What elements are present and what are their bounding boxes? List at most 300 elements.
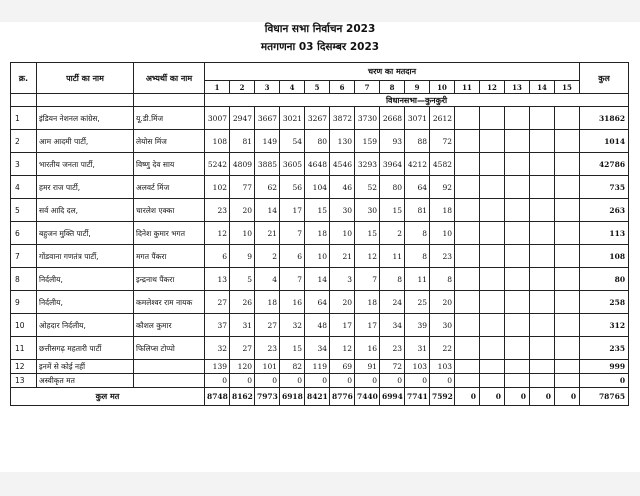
vote-cell: 27 [255,314,280,337]
vote-cell: 3071 [405,107,430,130]
party-cell: इनमें से कोई नहीं [37,360,134,374]
phase-number: 7 [355,81,380,94]
phase-total-cell: 8748 [205,388,230,406]
serial-cell: 5 [11,199,37,222]
vote-cell [530,153,555,176]
vote-cell: 22 [430,337,455,360]
vote-cell: 21 [255,222,280,245]
vote-cell: 13 [205,268,230,291]
vote-cell: 0 [280,374,305,388]
party-cell: गोंडवाना गणतंत्र पार्टी, [37,245,134,268]
section-blank [11,94,37,107]
serial-cell: 12 [11,360,37,374]
vote-cell: 56 [280,176,305,199]
party-cell: सर्व आदि दल, [37,199,134,222]
document-subtitle: मतगणना 03 दिसम्बर 2023 [260,41,380,53]
vote-cell: 30 [330,199,355,222]
vote-cell: 7 [355,268,380,291]
candidate-cell: विष्णु देव साय [134,153,205,176]
vote-cell [530,268,555,291]
vote-cell: 17 [355,314,380,337]
vote-cell: 82 [280,360,305,374]
vote-cell: 20 [330,291,355,314]
vote-cell: 6 [280,245,305,268]
phase-number: 14 [530,81,555,94]
vote-cell [555,360,580,374]
vote-cell: 5242 [205,153,230,176]
vote-cell: 0 [230,374,255,388]
phase-total-cell: 0 [555,388,580,406]
phase-number: 13 [505,81,530,94]
vote-cell [555,222,580,245]
vote-cell: 3267 [305,107,330,130]
vote-cell [555,130,580,153]
vote-cell: 17 [280,199,305,222]
vote-cell [455,374,480,388]
vote-cell: 18 [355,291,380,314]
vote-cell [480,199,505,222]
vote-cell [505,199,530,222]
vote-cell: 4 [255,268,280,291]
vote-cell [455,314,480,337]
vote-cell [455,130,480,153]
phase-number: 6 [330,81,355,94]
vote-cell [505,291,530,314]
candidate-cell: कौशल कुमार [134,314,205,337]
vote-cell: 23 [430,245,455,268]
vote-cell: 0 [205,374,230,388]
vote-cell: 2612 [430,107,455,130]
phase-total-cell: 7592 [430,388,455,406]
vote-cell [480,153,505,176]
vote-cell: 120 [230,360,255,374]
vote-cell [555,153,580,176]
vote-cell: 48 [305,314,330,337]
vote-cell [455,337,480,360]
vote-cell [555,176,580,199]
vote-cell: 4809 [230,153,255,176]
vote-cell: 0 [430,374,455,388]
vote-cell [480,360,505,374]
section-blank [37,94,134,107]
vote-cell: 4212 [405,153,430,176]
vote-cell [505,268,530,291]
vote-cell [505,222,530,245]
phase-number: 5 [305,81,330,94]
party-cell: इंडियन नेशनल कांग्रेस, [37,107,134,130]
vote-cell: 12 [205,222,230,245]
vote-cell: 31 [405,337,430,360]
party-cell: आम आदमी पार्टी, [37,130,134,153]
vote-cell: 15 [380,199,405,222]
phase-total-cell: 0 [530,388,555,406]
results-table [10,62,629,406]
vote-cell [480,130,505,153]
serial-cell: 3 [11,153,37,176]
phase-total-cell: 7741 [405,388,430,406]
vote-cell [480,314,505,337]
vote-cell [505,107,530,130]
phase-total-cell: 8421 [305,388,330,406]
serial-cell: 8 [11,268,37,291]
vote-cell: 8 [430,268,455,291]
section-row [11,94,629,107]
vote-cell: 62 [255,176,280,199]
vote-cell [530,199,555,222]
vote-cell: 17 [330,314,355,337]
vote-cell: 39 [405,314,430,337]
vote-cell: 26 [230,291,255,314]
vote-cell: 3605 [280,153,305,176]
total-cell: 42786 [580,153,629,176]
vote-cell: 18 [305,222,330,245]
phase-number: 9 [405,81,430,94]
header-total: कुल [580,63,629,94]
total-cell: 108 [580,245,629,268]
vote-cell [505,374,530,388]
vote-cell [505,153,530,176]
section-blank [134,94,205,107]
vote-cell [480,374,505,388]
vote-cell [455,360,480,374]
vote-cell: 2668 [380,107,405,130]
vote-cell: 119 [305,360,330,374]
vote-cell [505,360,530,374]
vote-cell: 4582 [430,153,455,176]
phase-number: 12 [480,81,505,94]
party-cell: निर्दलीय, [37,268,134,291]
vote-cell: 2 [380,222,405,245]
vote-cell [555,268,580,291]
vote-cell [555,199,580,222]
vote-cell: 15 [280,337,305,360]
vote-cell [555,245,580,268]
table-row [11,314,629,337]
vote-cell: 24 [380,291,405,314]
vote-cell: 18 [430,199,455,222]
vote-cell: 2 [255,245,280,268]
vote-cell: 77 [230,176,255,199]
phase-total-cell: 8776 [330,388,355,406]
table-row [11,130,629,153]
vote-cell: 20 [230,199,255,222]
vote-cell: 3964 [380,153,405,176]
serial-cell: 10 [11,314,37,337]
vote-cell: 14 [305,268,330,291]
vote-cell: 88 [405,130,430,153]
vote-cell: 92 [430,176,455,199]
candidate-cell: इन्द्रनाथ पैंकरा [134,268,205,291]
phase-total-cell: 7973 [255,388,280,406]
candidate-cell: यू.डी.मिंज [134,107,205,130]
table-row [11,374,629,388]
header-row [11,63,629,81]
vote-cell [555,374,580,388]
vote-cell [480,245,505,268]
phase-number: 11 [455,81,480,94]
candidate-cell [134,360,205,374]
vote-cell: 149 [255,130,280,153]
vote-cell [530,374,555,388]
table-row [11,107,629,130]
candidate-cell: चारलेश एक्का [134,199,205,222]
serial-cell: 11 [11,337,37,360]
party-cell: निर्दलीय, [37,291,134,314]
phase-number: 15 [555,81,580,94]
vote-cell: 80 [305,130,330,153]
vote-cell [505,245,530,268]
total-cell: 113 [580,222,629,245]
vote-cell: 7 [280,268,305,291]
table-row [11,153,629,176]
vote-cell: 34 [305,337,330,360]
total-cell: 235 [580,337,629,360]
vote-cell: 3872 [330,107,355,130]
vote-cell: 12 [330,337,355,360]
vote-cell: 130 [330,130,355,153]
vote-cell: 3293 [355,153,380,176]
header-candidate: अभ्यर्थी का नाम [134,63,205,94]
vote-cell: 72 [430,130,455,153]
table-row [11,360,629,374]
vote-cell: 81 [230,130,255,153]
vote-cell [455,291,480,314]
total-cell: 0 [580,374,629,388]
total-cell: 735 [580,176,629,199]
vote-cell [530,360,555,374]
phase-total-cell: 6918 [280,388,305,406]
vote-cell: 31 [230,314,255,337]
total-cell: 31862 [580,107,629,130]
party-cell: ओहदार निर्दलीय, [37,314,134,337]
vote-cell: 23 [205,199,230,222]
vote-cell [480,268,505,291]
vote-cell [480,222,505,245]
vote-cell: 8 [405,245,430,268]
vote-cell: 30 [355,199,380,222]
serial-cell: 9 [11,291,37,314]
candidate-cell: मगत पैंकरा [134,245,205,268]
table-row [11,222,629,245]
table-row [11,199,629,222]
vote-cell [455,176,480,199]
vote-cell: 0 [305,374,330,388]
phase-total-cell: 6994 [380,388,405,406]
header-serial: क्र. [11,63,37,94]
vote-cell: 0 [380,374,405,388]
vote-cell: 34 [380,314,405,337]
vote-cell: 0 [330,374,355,388]
total-votes-label: कुल मत [11,388,205,406]
total-row [11,388,629,406]
table-row [11,337,629,360]
vote-cell [480,107,505,130]
party-cell: छत्तीसगढ़ महतारी पार्टी [37,337,134,360]
serial-cell: 2 [11,130,37,153]
vote-cell: 103 [430,360,455,374]
vote-cell [455,153,480,176]
vote-cell [505,176,530,199]
party-cell: भारतीय जनता पार्टी, [37,153,134,176]
vote-cell: 10 [430,222,455,245]
total-cell: 312 [580,314,629,337]
vote-cell: 101 [255,360,280,374]
table-row [11,245,629,268]
vote-cell: 37 [205,314,230,337]
vote-cell: 4648 [305,153,330,176]
total-cell: 1014 [580,130,629,153]
vote-cell: 159 [355,130,380,153]
serial-cell: 1 [11,107,37,130]
vote-cell: 23 [255,337,280,360]
vote-cell [455,268,480,291]
vote-cell: 27 [230,337,255,360]
vote-cell: 8 [380,268,405,291]
party-cell: अस्वीकृत मत [37,374,134,388]
phase-number: 1 [205,81,230,94]
vote-cell [505,130,530,153]
vote-cell: 18 [255,291,280,314]
total-cell: 258 [580,291,629,314]
vote-cell: 16 [355,337,380,360]
vote-cell: 8 [405,222,430,245]
vote-cell: 81 [405,199,430,222]
vote-cell: 11 [405,268,430,291]
table-row [11,291,629,314]
candidate-cell: अलवर्ट मिंज [134,176,205,199]
header-party: पार्टी का नाम [37,63,134,94]
vote-cell [530,107,555,130]
vote-cell: 3730 [355,107,380,130]
serial-cell: 13 [11,374,37,388]
vote-cell: 20 [430,291,455,314]
vote-cell: 12 [355,245,380,268]
party-cell: हमर राज पार्टी, [37,176,134,199]
phase-number: 2 [230,81,255,94]
document-title: विधान सभा निर्वाचन 2023 [264,23,376,35]
vote-cell: 3667 [255,107,280,130]
vote-cell: 64 [405,176,430,199]
serial-cell: 6 [11,222,37,245]
vote-cell: 10 [330,222,355,245]
vote-cell [530,245,555,268]
vote-cell: 30 [430,314,455,337]
table-row [11,268,629,291]
serial-cell: 4 [11,176,37,199]
vote-cell: 16 [280,291,305,314]
vote-cell [480,337,505,360]
vote-cell: 6 [205,245,230,268]
vote-cell: 7 [280,222,305,245]
vote-cell: 14 [255,199,280,222]
vote-cell: 69 [330,360,355,374]
vote-cell [455,245,480,268]
vote-cell: 80 [380,176,405,199]
vote-cell: 46 [330,176,355,199]
vote-cell: 9 [230,245,255,268]
vote-cell: 0 [355,374,380,388]
vote-cell [555,337,580,360]
vote-cell: 64 [305,291,330,314]
vote-cell [530,222,555,245]
vote-cell: 11 [380,245,405,268]
vote-cell: 93 [380,130,405,153]
vote-cell: 10 [230,222,255,245]
vote-cell: 5 [230,268,255,291]
vote-cell: 52 [355,176,380,199]
vote-cell [555,107,580,130]
phase-total-cell: 0 [455,388,480,406]
vote-cell: 104 [305,176,330,199]
phase-total-cell: 8162 [230,388,255,406]
grand-total-cell: 78765 [580,388,629,406]
vote-cell: 15 [305,199,330,222]
section-title: विधानसभा—कुनकुरी [205,94,629,107]
candidate-cell: कमलेश्वर राम नायक [134,291,205,314]
vote-cell [530,130,555,153]
vote-cell: 25 [405,291,430,314]
vote-cell [480,291,505,314]
vote-cell: 3 [330,268,355,291]
candidate-cell: लेयोस मिंज [134,130,205,153]
vote-cell: 3021 [280,107,305,130]
vote-cell [480,176,505,199]
vote-cell: 103 [405,360,430,374]
phase-total-cell: 7440 [355,388,380,406]
header-phases: चरण का मतदान [205,63,580,81]
vote-cell: 3007 [205,107,230,130]
vote-cell: 15 [355,222,380,245]
vote-cell [455,222,480,245]
phase-total-cell: 0 [480,388,505,406]
vote-cell: 32 [205,337,230,360]
vote-cell [530,291,555,314]
vote-cell [530,337,555,360]
phase-number: 4 [280,81,305,94]
vote-cell: 139 [205,360,230,374]
total-cell: 999 [580,360,629,374]
vote-cell [530,314,555,337]
vote-cell: 54 [280,130,305,153]
vote-cell: 27 [205,291,230,314]
party-cell: बहुजन मुक्ति पार्टी, [37,222,134,245]
phase-number: 3 [255,81,280,94]
phase-total-cell: 0 [505,388,530,406]
vote-cell: 21 [330,245,355,268]
vote-cell: 10 [305,245,330,268]
table-row [11,176,629,199]
vote-cell: 4546 [330,153,355,176]
vote-cell: 0 [405,374,430,388]
vote-cell [505,314,530,337]
vote-cell: 91 [355,360,380,374]
total-cell: 263 [580,199,629,222]
total-cell: 80 [580,268,629,291]
vote-cell: 102 [205,176,230,199]
vote-cell: 3885 [255,153,280,176]
vote-cell [455,199,480,222]
candidate-cell: दिनेश कुमार भगत [134,222,205,245]
vote-cell [555,314,580,337]
vote-cell: 32 [280,314,305,337]
phase-number: 8 [380,81,405,94]
vote-cell [455,107,480,130]
candidate-cell: फिलिप्स टोप्पो [134,337,205,360]
vote-cell: 0 [255,374,280,388]
vote-cell: 108 [205,130,230,153]
vote-cell: 23 [380,337,405,360]
candidate-cell [134,374,205,388]
